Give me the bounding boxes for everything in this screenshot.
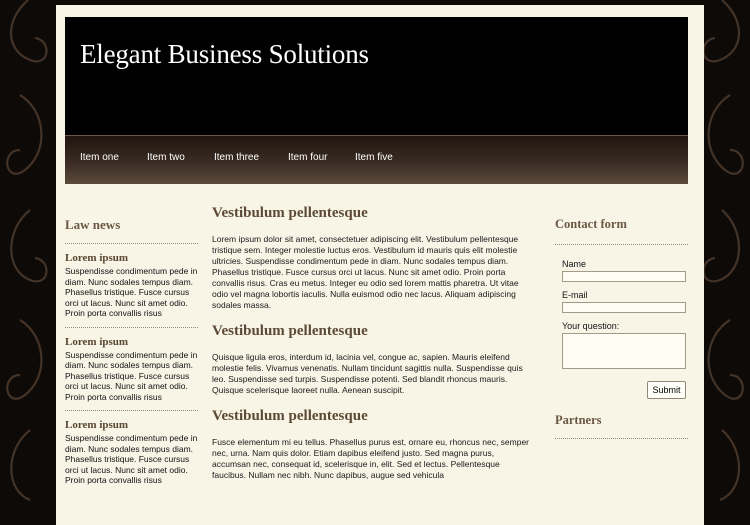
nav-item-four[interactable]: Item four — [288, 152, 328, 163]
main-nav — [65, 135, 688, 184]
news-item — [65, 328, 198, 412]
question-label: Your question: — [562, 321, 620, 331]
law-news-heading: Law news — [65, 217, 198, 244]
right-sidebar — [555, 217, 688, 427]
main-content — [212, 205, 532, 493]
left-sidebar — [65, 217, 198, 494]
news-item-title[interactable]: Lorem ipsum — [65, 252, 129, 264]
article-body: Lorem ipsum dolor sit amet, consectetuer adipiscing elit. Vestibulum pellentesque tristique sem. Integer molestie luctus eros. Vestibulum id mauris quis elit molestie ultricies. Suspendisse condimentum pede in diam. Nunc sodales tempus diam. Phasellus tristique. Fusce cursus orci ut lacus. Nunc sit amet odio. Proin porta convallis risus. Cras eu metus. Integer eu odio sed lorem mattis pharetra. Ut vitae odio vel magna lobortis iaculis. Nulla euismod odio nec lacus. Aliquam adipiscing sodales massa. — [212, 234, 519, 310]
email-label: E-mail — [562, 290, 588, 300]
news-item-body: Suspendisse condimentum pede in diam. Nunc sodales tempus diam. Phasellus tristique. Fusce cursus orci ut lacus. Nunc sit amet odio. Proin porta convallis risus — [65, 349, 198, 402]
name-label: Name — [562, 259, 587, 269]
email-field[interactable] — [562, 302, 686, 313]
nav-item-three[interactable]: Item three — [214, 152, 260, 163]
name-field[interactable] — [562, 271, 686, 282]
site-header — [65, 17, 688, 135]
nav-item-two[interactable]: Item two — [147, 152, 185, 163]
news-item-title[interactable]: Lorem ipsum — [65, 419, 129, 431]
news-item-body: Suspendisse condimentum pede in diam. Nunc sodales tempus diam. Phasellus tristique. Fusce cursus orci ut lacus. Nunc sit amet odio. Proin porta convallis risus — [65, 433, 198, 485]
news-item — [65, 244, 198, 328]
submit-button[interactable]: Submit — [647, 381, 686, 399]
article-body: Quisque ligula eros, interdum id, lacinia vel, congue ac, sapien. Mauris eleifend molestie felis. Vivamus venenatis. Nullam tincidunt sagittis nulla. Suspendisse quis leo. Suspendisse sed turpis. Suspendisse potenti. Sed blandit rhoncus mauris. Quisque scelerisque laoreet nulla. Aenean suscipit. — [212, 352, 523, 395]
article-body: Fusce elementum mi eu tellus. Phasellus purus est, ornare eu, rhoncus nec, semper nec, urna. Nam quis dolor. Etiam dapibus eleifend justo. Sed magna purus, accumsan nec, consequat id, scelerisque in, elit. Sed et lectus. Pellentesque faucibus. Nullam nec nibh. Nunc dapibus, augue sed vehicula — [212, 437, 530, 480]
partners-section — [555, 413, 688, 439]
page-container — [56, 5, 704, 525]
news-item-body: Suspendisse condimentum pede in diam. Nunc sodales tempus diam. Phasellus tristique. Fusce cursus orci ut lacus. Nunc sit amet odio. Proin porta convallis risus — [65, 266, 198, 318]
contact-form-heading: Contact form — [555, 217, 688, 245]
article-title: Vestibulum pellentesque — [212, 205, 368, 221]
article-title: Vestibulum pellentesque — [212, 408, 368, 424]
news-item — [65, 411, 198, 494]
question-field[interactable] — [562, 333, 686, 369]
nav-item-five[interactable]: Item five — [355, 152, 393, 163]
nav-item-one[interactable]: Item one — [80, 152, 119, 163]
site-title: Elegant Business Solutions — [80, 39, 369, 69]
news-item-title[interactable]: Lorem ipsum — [65, 335, 129, 348]
contact-form — [555, 245, 688, 369]
article-title: Vestibulum pellentesque — [212, 323, 368, 339]
partners-heading: Partners — [555, 413, 688, 439]
